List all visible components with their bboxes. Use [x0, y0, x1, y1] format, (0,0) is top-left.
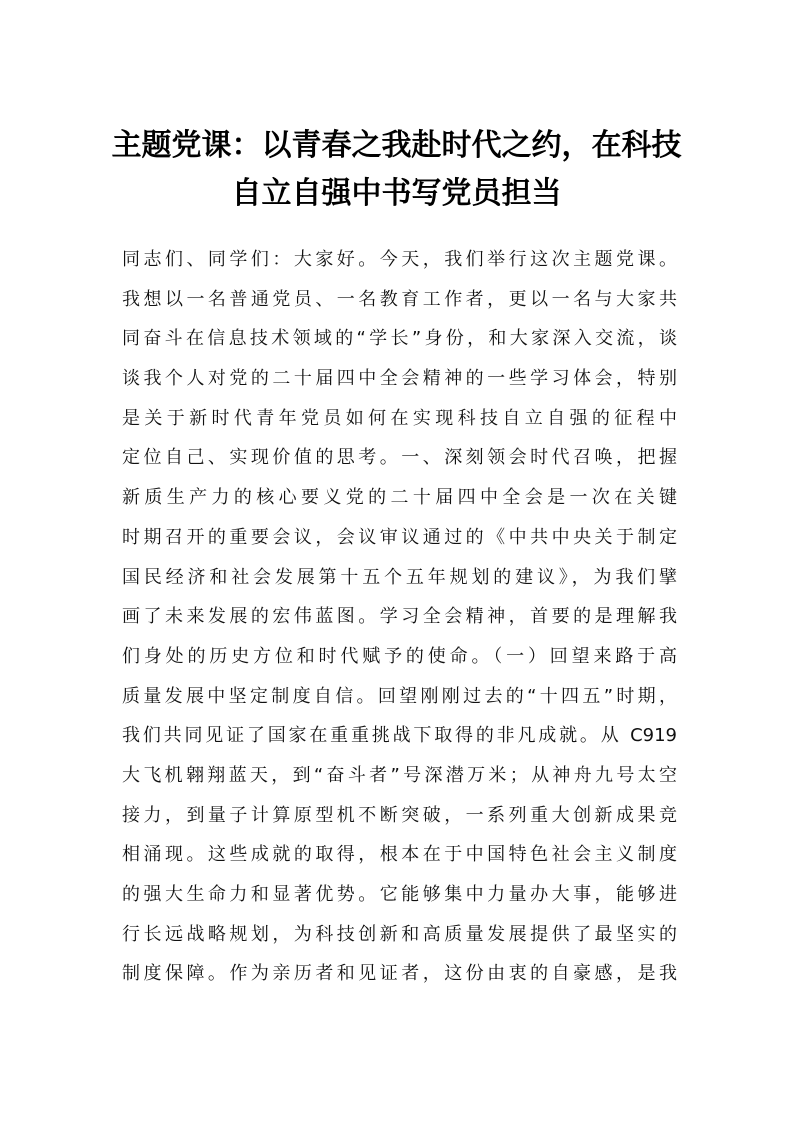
body-line: 制度保障。作为亲历者和见证者，这份由衷的自豪感，是我 — [122, 963, 677, 985]
body-text — [122, 240, 677, 994]
body-line: 新质生产力的核心要义党的二十届四中全会是一次在关键 — [122, 487, 677, 509]
body-line: 相涌现。这些成就的取得，根本在于中国特色社会主义制度 — [122, 844, 677, 866]
body-line: 的强大生命力和显著优势。它能够集中力量办大事，能够进 — [122, 884, 677, 905]
body-line: 大飞机翱翔蓝天，到“奋斗者”号深潜万米；从神舟九号太空 — [122, 764, 677, 786]
body-line: 画了未来发展的宏伟蓝图。学习全会精神，首要的是理解我 — [122, 606, 677, 628]
body-line: 国民经济和社会发展第十五个五年规划的建议》，为我们擘 — [122, 566, 677, 588]
body-line: 行长远战略规划，为科技创新和高质量发展提供了最坚实的 — [122, 923, 677, 945]
body-line: 们身处的历史方位和时代赋予的使命。（一）回望来路于高 — [122, 645, 677, 667]
body-line: 同志们、同学们：大家好。今天，我们举行这次主题党课。 — [122, 249, 677, 270]
body-line: 我们共同见证了国家在重重挑战下取得的非凡成就。从 C919 — [122, 725, 677, 747]
body-line: 谈我个人对党的二十届四中全会精神的一些学习体会，特别 — [122, 368, 677, 390]
body-line: 是关于新时代青年党员如何在实现科技自立自强的征程中 — [122, 407, 677, 429]
body-line: 时期召开的重要会议，会议审议通过的《中共中央关于制定 — [122, 526, 677, 548]
body-line: 质量发展中坚定制度自信。回望刚刚过去的“十四五”时期， — [122, 685, 677, 707]
body-line: 同奋斗在信息技术领域的“学长”身份，和大家深入交流，谈 — [122, 328, 677, 350]
body-line: 定位自己、实现价值的思考。一、深刻领会时代召唤，把握 — [122, 447, 677, 469]
document-title — [100, 122, 693, 218]
body-line: 接力，到量子计算原型机不断突破，一系列重大创新成果竞 — [122, 804, 677, 826]
title-line-1: 主题党课：以青春之我赴时代之约，在科技 — [111, 128, 682, 163]
body-line: 我想以一名普通党员、一名教育工作者，更以一名与大家共 — [122, 288, 677, 310]
title-line-2: 自立自强中书写党员担当 — [231, 176, 562, 211]
